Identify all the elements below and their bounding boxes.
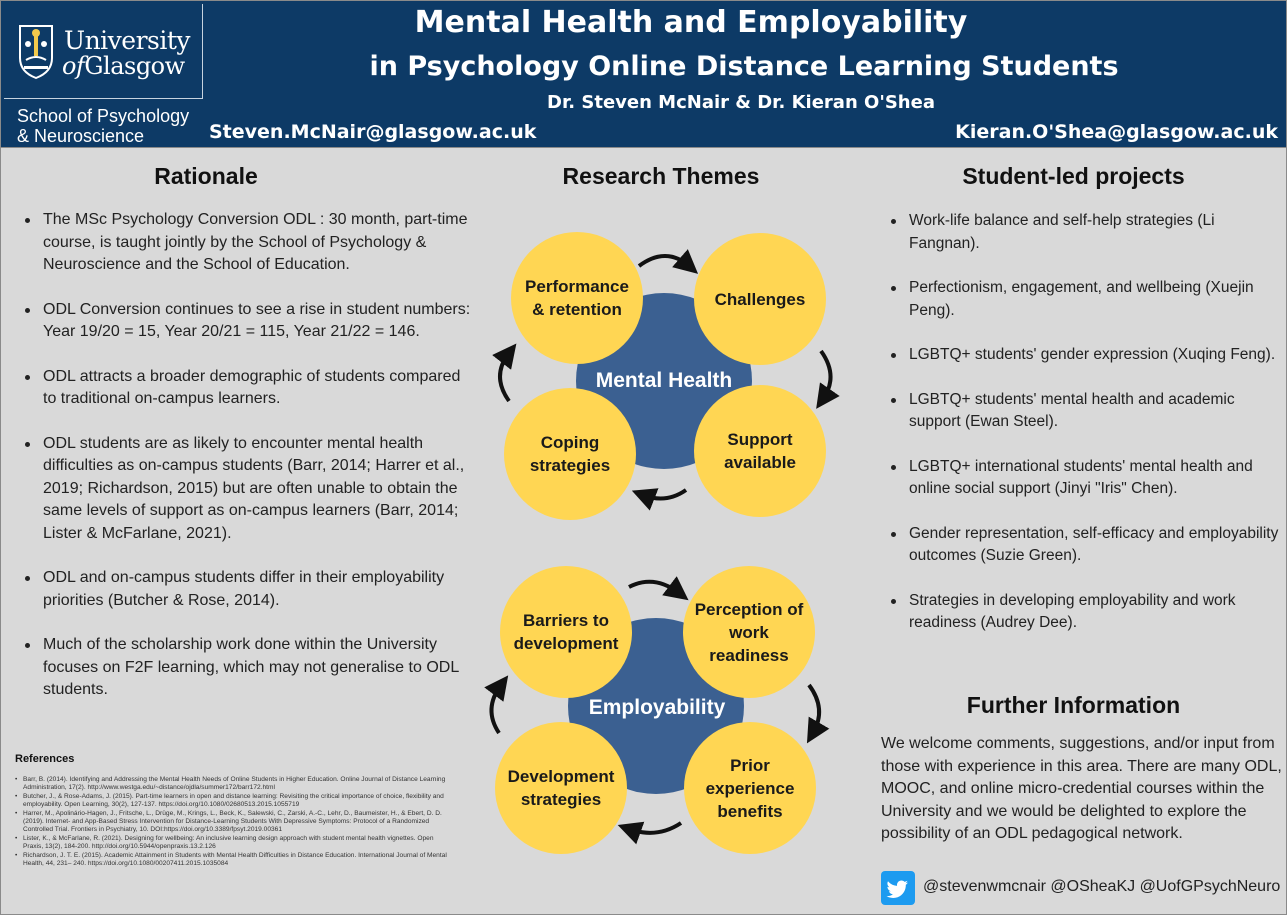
reference-item: • Lister, K., & McFarlane, R. (2021). Designing for wellbeing: An inclusive learning design approach with student mental health vignettes. Open Praxis, 13(2), 184-200. http://doi.org/10.5944/openpraxis.13.2.126 — [15, 835, 455, 852]
list-item: ODL attracts a broader demographic of students compared to traditional on-campus learners. — [23, 366, 473, 411]
arrow-icon — [643, 490, 686, 499]
author-email-oshea[interactable]: Kieran.O'Shea@glasgow.ac.uk — [955, 121, 1278, 143]
theme-support-available: Support available — [724, 430, 796, 472]
twitter-handles[interactable]: @stevenwmcnair @OSheaKJ @UofGPsychNeuro — [923, 878, 1281, 895]
university-name-line1: University — [64, 26, 191, 55]
rationale-heading: Rationale — [154, 163, 258, 189]
poster-title-line1: Mental Health and Employability — [414, 5, 968, 40]
rationale-list — [23, 209, 473, 724]
theme-challenges: Challenges — [714, 289, 806, 309]
list-item: Gender representation, self-efficacy and employability outcomes (Suzie Green). — [889, 523, 1287, 568]
list-item: ODL Conversion continues to see a rise in student numbers: Year 19/20 = 15, Year 20/21 = 115, Year 21/22 = 146. — [23, 299, 473, 344]
reference-item: • Richardson, J. T. E. (2015). Academic Attainment in Students with Mental Health Difficulties in Distance Education. International Journal of Mental Health, 44, 231– 240. https://doi.org/10.1080/00207411.2015.1035084 — [15, 852, 455, 869]
references-heading: References — [15, 753, 75, 765]
theme-coping-strategies: Coping strategies — [529, 433, 611, 475]
list-item: LGBTQ+ international students' mental health and online social support (Jinyi "Iris" Chen). — [889, 456, 1287, 501]
university-name-line2: ofGlasgow — [62, 52, 185, 80]
school-name-line2: & Neuroscience — [17, 126, 145, 146]
list-item: The MSc Psychology Conversion ODL : 30 month, part-time course, is taught jointly by the School of Psychology & Neuroscience and the School of Education. — [23, 209, 473, 277]
arrow-icon — [629, 582, 679, 593]
reference-item: • Harrer, M., Apolinário-Hagen, J., Fritsche, L., Drüge, M., Krings, L., Beck, K., Salewski, C., Zarski, A.-C., Lehr, D., Baumeister, H., & Ebert, D. D. (2019). Internet- and App-Based Stress Intervention for Distance-Learning Students With Depressive Symptoms: Protocol of a Randomized Controlled Trial. Frontiers in Psychiatry, 10. DOI:https://doi.org/10.3389/fpsyt.2019.00361 — [15, 810, 455, 835]
theme-development-strategies: Development strategies — [507, 767, 615, 809]
arrow-icon — [491, 685, 501, 733]
list-item: Perfectionism, engagement, and wellbeing (Xuejin Peng). — [889, 277, 1287, 322]
list-item: LGBTQ+ students' mental health and academic support (Ewan Steel). — [889, 389, 1287, 434]
poster-header — [1, 1, 1287, 148]
theme-perception-work-readiness: Perception of work readiness — [694, 599, 804, 665]
poster-authors: Dr. Steven McNair & Dr. Kieran O'Shea — [547, 92, 935, 113]
theme-performance-retention: Performance & retention — [525, 277, 629, 319]
arrow-icon — [639, 256, 689, 266]
twitter-icon[interactable] — [881, 871, 915, 905]
further-info-heading: Further Information — [966, 692, 1181, 718]
list-item: ODL students are as likely to encounter mental health difficulties as on-campus students (Barr, 2014; Harrer et al., 2019; Richardson, 2015) but are often unable to obtain the same levels of support as on-campus learners (Barr, 2014; Lister & McFarlane, 2021). — [23, 433, 473, 546]
projects-list — [889, 210, 1287, 657]
poster-title-line2: in Psychology Online Distance Learning Students — [369, 51, 1119, 82]
university-crest-icon — [18, 24, 54, 80]
author-email-mcnair[interactable]: Steven.McNair@glasgow.ac.uk — [209, 121, 537, 143]
employability-label: Employability — [588, 696, 726, 719]
theme-prior-experience: Prior experience benefits — [705, 755, 795, 821]
research-themes-diagram — [471, 201, 871, 911]
arrow-icon — [821, 351, 831, 399]
projects-heading: Student-led projects — [962, 163, 1185, 189]
arrow-icon — [500, 353, 509, 401]
theme-barriers-development: Barriers to development — [513, 611, 619, 653]
list-item: LGBTQ+ students' gender expression (Xuqing Feng). — [889, 344, 1287, 367]
list-item: Strategies in developing employability and work readiness (Audrey Dee). — [889, 590, 1287, 635]
references-list — [15, 776, 455, 868]
list-item: Work-life balance and self-help strategies (Li Fangnan). — [889, 210, 1287, 255]
research-themes-heading: Research Themes — [562, 163, 760, 189]
mental-health-label: Mental Health — [595, 369, 733, 392]
reference-item: • Barr, B. (2014). Identifying and Addressing the Mental Health Needs of Online Students in Higher Education. Online Journal of Distance Learning Administration, 17(2). http://www.westga.edu/~distance/ojdla/summer172/barr172.html — [15, 776, 455, 793]
list-item: Much of the scholarship work done within the University focuses on F2F learning, which may not generalise to ODL students. — [23, 634, 473, 702]
list-item: ODL and on-campus students differ in their employability priorities (Butcher & Rose, 2014). — [23, 567, 473, 612]
university-logo — [4, 4, 203, 99]
arrow-icon — [809, 685, 819, 733]
school-name-line1: School of Psychology — [17, 106, 190, 126]
reference-item: • Butcher, J., & Rose-Adams, J. (2015). Part-time learners in open and distance learning: Revisiting the critical importance of choice, flexibility and employability. Open Learning, 30(2), 127-137. https://doi.org/10.1080/02680513.2015.1055719 — [15, 793, 455, 810]
arrow-icon — [629, 823, 681, 833]
further-info-text: We welcome comments, suggestions, and/or input from those with experience in this area. There are many ODL, MOOC, and online micro-credential courses within the University and we would be delighted to explore the possibility of an ODL pedagogical network. — [881, 735, 1282, 842]
